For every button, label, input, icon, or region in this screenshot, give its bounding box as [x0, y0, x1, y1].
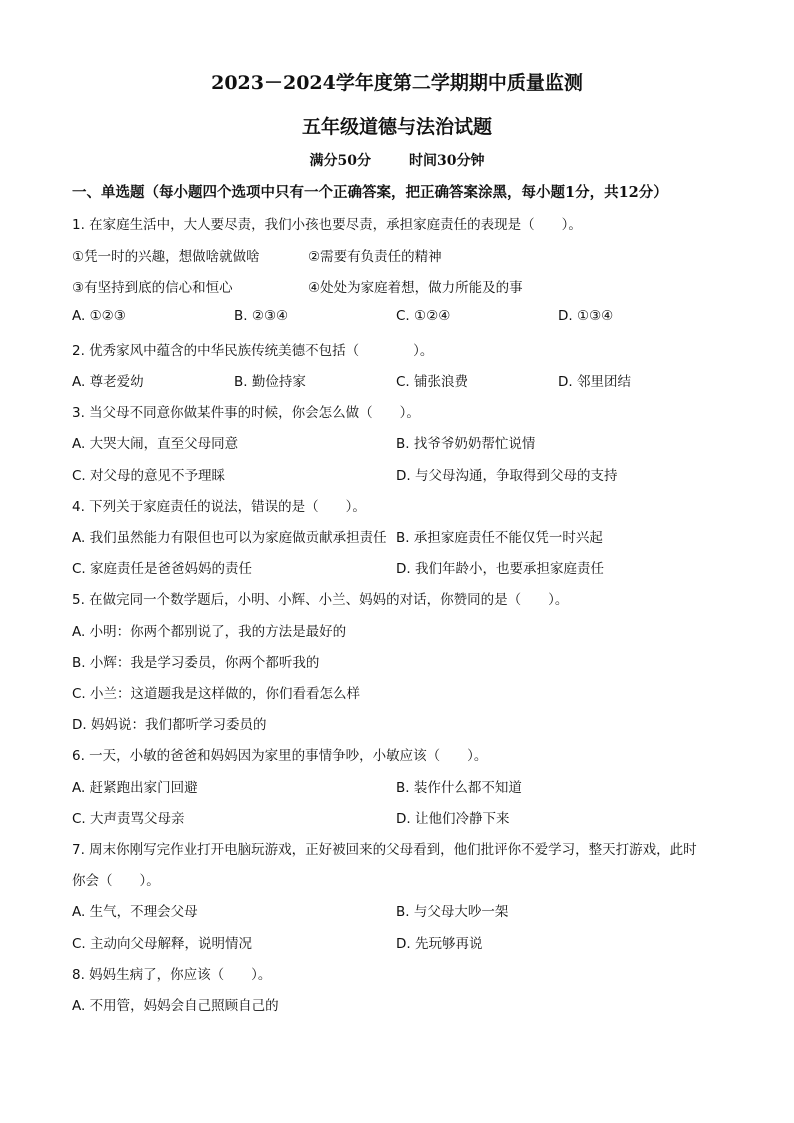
question-7-stem: 7. 周末你刚写完作业打开电脑玩游戏，正好被回来的父母看到，他们批评你不爱学习，整天打游戏，此时 — [72, 842, 697, 858]
q2-option-d[interactable]: D. 邻里团结 — [558, 374, 631, 390]
time-limit: 时间30分钟 — [409, 153, 485, 169]
q6-option-b[interactable]: B. 装作什么都不知道 — [396, 780, 522, 796]
q4-option-c[interactable]: C. 家庭责任是爸爸妈妈的责任 — [72, 561, 253, 577]
q2-option-a[interactable]: A. 尊老爱幼 — [72, 374, 144, 390]
q7-option-d[interactable]: D. 先玩够再说 — [396, 936, 483, 952]
q4-option-b[interactable]: B. 承担家庭责任不能仅凭一时兴起 — [396, 530, 603, 546]
q4-option-a[interactable]: A. 我们虽然能力有限但也可以为家庭做贡献承担责任 — [72, 530, 387, 546]
question-7-stem-continued: 你会（ ）。 — [72, 873, 160, 889]
q1-option-d[interactable]: D. ①③④ — [558, 308, 614, 324]
q6-option-d[interactable]: D. 让他们冷静下来 — [396, 811, 510, 827]
q5-option-b[interactable]: B. 小辉：我是学习委员，你两个都听我的 — [72, 655, 320, 671]
q3-option-a[interactable]: A. 大哭大闹，直至父母同意 — [72, 436, 239, 452]
exam-subtitle: 五年级道德与法治试题 — [301, 116, 492, 138]
q5-option-d[interactable]: D. 妈妈说：我们都听学习委员的 — [72, 717, 267, 733]
q6-option-c[interactable]: C. 大声责骂父母亲 — [72, 811, 185, 827]
q1-item-1: ①凭一时的兴趣，想做啥就做啥 — [72, 249, 260, 265]
q7-option-a[interactable]: A. 生气，不理会父母 — [72, 904, 198, 920]
q1-option-a[interactable]: A. ①②③ — [72, 308, 126, 324]
question-3-stem: 3. 当父母不同意你做某件事的时候，你会怎么做（ ）。 — [72, 405, 420, 421]
question-4-stem: 4. 下列关于家庭责任的说法，错误的是（ ）。 — [72, 499, 366, 515]
q3-option-d[interactable]: D. 与父母沟通，争取得到父母的支持 — [396, 468, 618, 484]
q6-option-a[interactable]: A. 赶紧跑出家门回避 — [72, 780, 198, 796]
q1-item-2: ②需要有负责任的精神 — [308, 249, 442, 265]
q7-option-b[interactable]: B. 与父母大吵一架 — [396, 904, 509, 920]
q2-option-c[interactable]: C. 铺张浪费 — [396, 374, 469, 390]
q4-option-d[interactable]: D. 我们年龄小，也要承担家庭责任 — [396, 561, 604, 577]
q7-option-c[interactable]: C. 主动向父母解释，说明情况 — [72, 936, 253, 952]
exam-title: 2023－2024学年度第二学期期中质量监测 — [211, 72, 583, 94]
q1-option-b[interactable]: B. ②③④ — [234, 308, 289, 324]
question-1-stem: 1. 在家庭生活中，大人要尽责，我们小孩也要尽责，承担家庭责任的表现是（ ）。 — [72, 217, 582, 233]
q1-item-3: ③有坚持到底的信心和恒心 — [72, 280, 233, 296]
question-2-stem: 2. 优秀家风中蕴含的中华民族传统美德不包括（ ）。 — [72, 343, 434, 359]
q3-option-c[interactable]: C. 对父母的意见不予理睬 — [72, 468, 226, 484]
full-score: 满分50分 — [309, 153, 371, 169]
section-heading: 一、单选题（每小题四个选项中只有一个正确答案，把正确答案涂黑，每小题1分，共12分） — [72, 184, 668, 201]
q5-option-c[interactable]: C. 小兰：这道题我是这样做的，你们看看怎么样 — [72, 686, 361, 702]
q8-option-a[interactable]: A. 不用管，妈妈会自己照顾自己的 — [72, 998, 279, 1014]
q1-item-4: ④处处为家庭着想，做力所能及的事 — [308, 280, 523, 296]
question-6-stem: 6. 一天，小敏的爸爸和妈妈因为家里的事情争吵，小敏应该（ ）。 — [72, 748, 488, 764]
q1-option-c[interactable]: C. ①②④ — [396, 308, 451, 324]
q5-option-a[interactable]: A. 小明：你两个都别说了，我的方法是最好的 — [72, 624, 347, 640]
q2-option-b[interactable]: B. 勤俭持家 — [234, 374, 306, 390]
question-5-stem: 5. 在做完同一个数学题后，小明、小辉、小兰、妈妈的对话，你赞同的是（ ）。 — [72, 592, 569, 608]
q3-option-b[interactable]: B. 找爷爷奶奶帮忙说情 — [396, 436, 536, 452]
exam-meta — [0, 150, 794, 170]
question-8-stem: 8. 妈妈生病了，你应该（ ）。 — [72, 967, 272, 983]
